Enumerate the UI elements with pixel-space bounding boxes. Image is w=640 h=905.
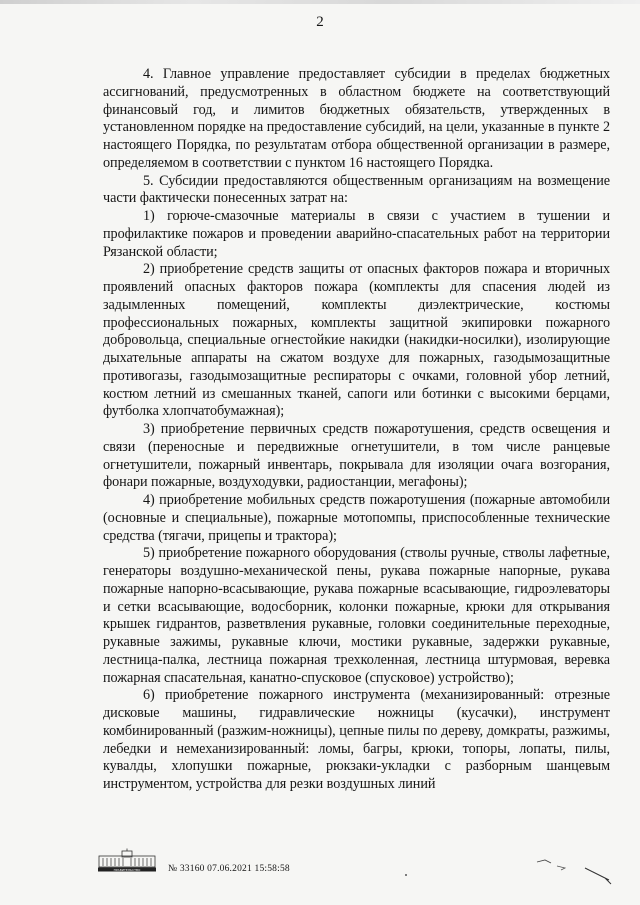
list-item-1: 1) горюче-смазочные материалы в связи с участием в тушении и профилактике пожаров и проведении аварийно-спасательных работ на территории Рязанской области; (103, 208, 610, 260)
scan-scribble (535, 848, 615, 888)
list-item-2: 2) приобретение средств защиты от опасных факторов пожара и вторичных проявлений опасных факторов пожара (комплекты для спасения людей из задымленных помещений, комплекты диэлектрические, костюмы профессиональных пожарных, комплекты защитной экипировки пожарного добровольца, специальные огнестойкие накидки (накидки-носилки), изолирующие дыхательные аппараты на сжатом воздухе для пожарных, газодымозащитные противогазы, газодымозащитные респираторы с очками, головной убор летний, костюм летний из смешанных тканей, сапоги или ботинки с высокими берцами, футболка хлопчатобумажная); (103, 261, 610, 420)
paragraph-4: 4. Главное управление предоставляет субсидии в пределах бюджетных ассигнований, предусмотренных в областном бюджете на соответствующий финансовый год, и лимитов бюджетных обязательств, утвержденных в установленном порядке на предоставление субсидий, на цели, указанные в пункте 2 настоящего Порядка, по результатам отбора общественной организации в размере, определяемом в соответствии с пунктом 16 настоящего Порядка. (103, 66, 610, 171)
list-item-5: 5) приобретение пожарного оборудования (стволы ручные, стволы лафетные, генераторы воздушно-механической пены, рукава пожарные напорные, рукава пожарные напорно-всасывающие, рукава пожарные всасывающие, гидроэлеваторы и сетки всасывающие, водосборник, колонки пожарные, крюки для открывания крышек гидрантов, разветвления рукавные, головки соединительные переходные, рукавные зажимы, рукавные ключи, мостики рукавные, задержки рукавные, лестница-палка, лестница пожарная трехколенная, лестница штурмовая, веревка пожарная спасательная, канатно-спусковое (спусковое) устройство); (103, 545, 610, 686)
list-item-6: 6) приобретение пожарного инструмента (механизированный: отрезные дисковые машины, гидравлические ножницы (кусачки), инструмент комбинированный (разжим-ножницы), цепные пилы по дереву, домкраты, разжимы, лебедки и немеханизированный: ломы, багры, крюки, топоры, лопаты, пилы, кувалды, хлопушки пожарные, рюкзаки-укладки с разборным шанцевым инструментом, устройства для резки воздушных линий (103, 687, 610, 792)
list-item-3: 3) приобретение первичных средств пожаротушения, средств освещения и связи (переносные и передвижные огнетушители, в том числе ранцевые огнетушители, пожарный инвентарь, покрывала для изоляции очага возгорания, фонари пожарные, воздуходувки, радиостанции, мегафоны); (103, 421, 610, 491)
page-number: 2 (316, 14, 324, 30)
logo-caption: ПРАВИТЕЛЬСТВО (113, 867, 141, 872)
scan-top-edge (0, 0, 640, 4)
list-item-4: 4) приобретение мобильных средств пожаротушения (пожарные автомобили (основные и специальные), пожарные мотопомпы, приспособленные технические средства (тягачи, прицепы и трактора); (103, 492, 610, 544)
document-body (103, 66, 610, 794)
government-building-logo (97, 848, 157, 872)
registration-stamp: № 33160 07.06.2021 15:58:58 (168, 864, 290, 874)
paragraph-5: 5. Субсидии предоставляются общественным организациям на возмещение части фактически понесенных затрат на: (103, 172, 610, 207)
scan-dot (400, 870, 420, 880)
